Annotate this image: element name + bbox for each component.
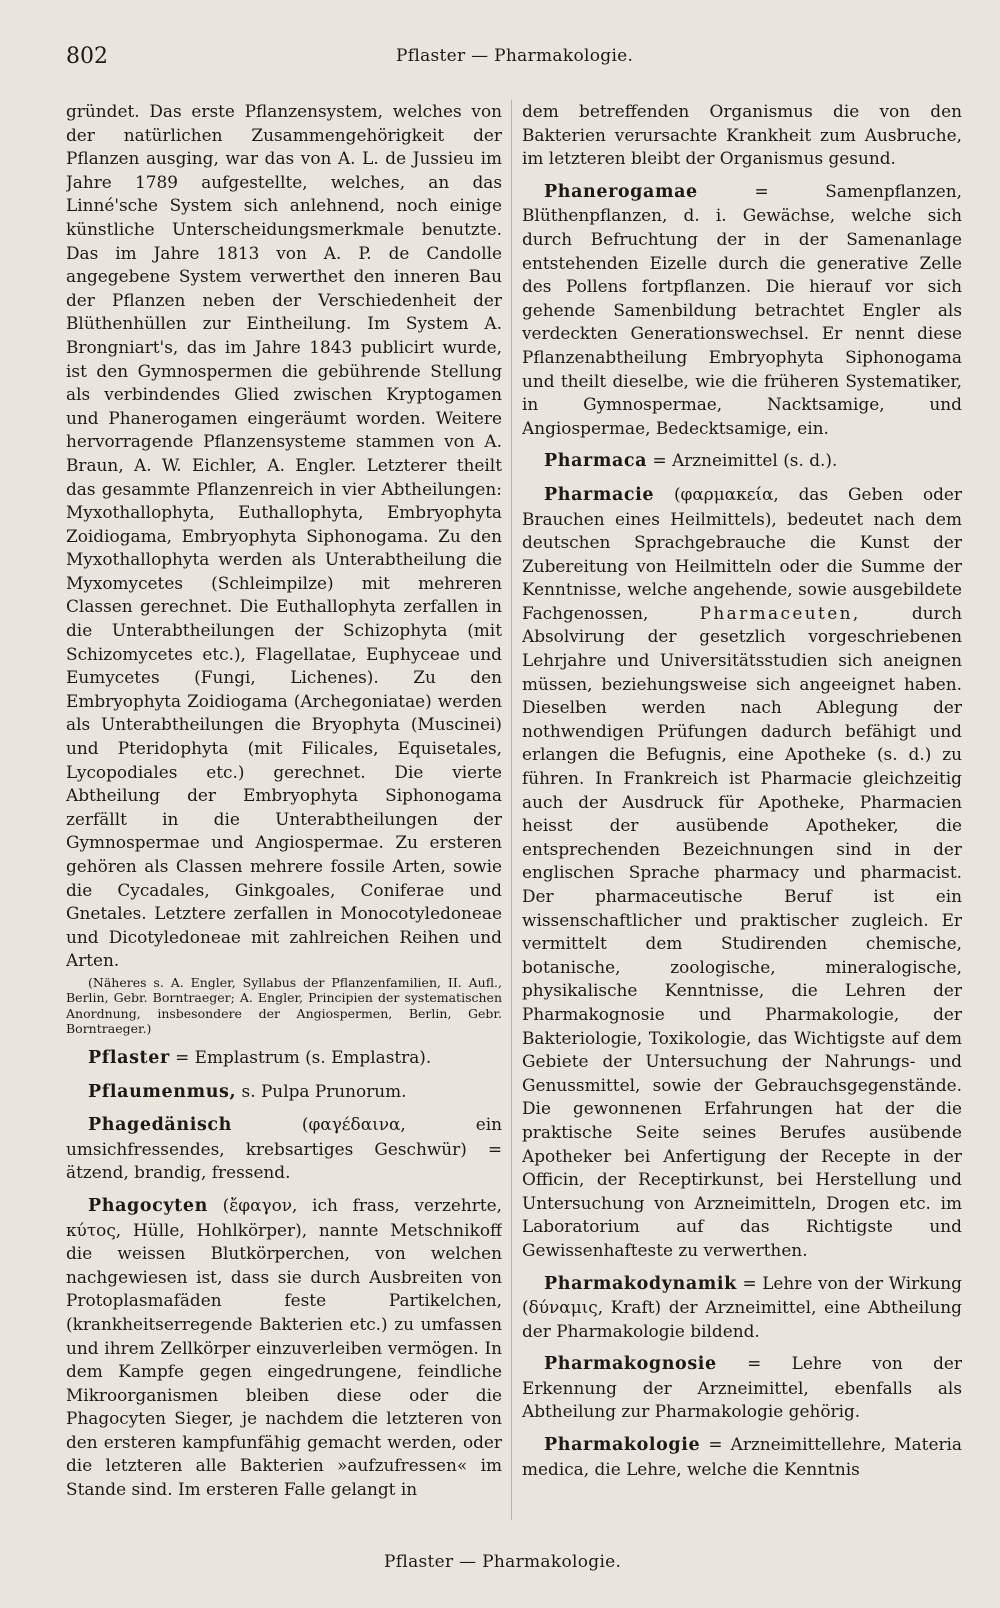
- page-number: 802: [66, 44, 108, 69]
- left-column: [66, 100, 502, 1530]
- spaced-term: Pharmaceuten,: [699, 602, 861, 623]
- entry-pharmakognosie: [522, 1352, 962, 1424]
- entry-pharmakodynamik: [522, 1272, 962, 1344]
- lemma-phagocyten: Phagocyten: [88, 1195, 208, 1216]
- entry-phagocyten: [66, 1194, 502, 1502]
- lemma-pharmakognosie: Pharmakognosie: [544, 1354, 717, 1375]
- entry-text: (φαρμακεία, das Geben oder Brauchen eines Heilmittels), bedeutet nach dem deutschen Sprachgebrauche die Kunst der Zubereitung von Heilmitteln oder die Summe der Kenntnisse, welche angehende, sowie ausgebildete Fachgenossen,: [522, 483, 962, 623]
- continuation-paragraph: dem betreffenden Organismus die von den Bakterien verursachte Krankheit zum Ausbruche, im letzteren bleibt der Organismus gesund.: [522, 101, 962, 169]
- entry-text: s. Pulpa Prunorum.: [236, 1080, 407, 1101]
- lemma-pharmacie: Pharmacie: [544, 484, 655, 505]
- entry-pharmakologie: [522, 1433, 962, 1481]
- lemma-phagedaenisch: Phagedänisch: [88, 1115, 232, 1136]
- lemma-pharmakologie: Pharmakologie: [544, 1435, 701, 1456]
- entry-text: (φαγέδαινα, ein umsichfressendes, krebsartiges Geschwür) = ätzend, brandig, fressend.: [66, 1114, 502, 1183]
- entry-phagedaenisch: [66, 1113, 502, 1185]
- column-divider: [511, 100, 512, 1520]
- page-header: [66, 44, 946, 80]
- lemma-pharmaca: Pharmaca: [544, 451, 648, 472]
- entry-text: = Arzneimittellehre, Materia medica, die Lehre, welche die Kenntnis: [522, 1434, 962, 1479]
- running-head: Pflaster — Pharmakologie.: [396, 46, 634, 66]
- entry-pharmacie: [522, 483, 962, 1263]
- entry-pflaumenmus: [66, 1080, 502, 1105]
- lemma-pflaster: Pflaster: [88, 1047, 170, 1068]
- entry-text: (ἔφαγον, ich frass, verzehrte, κύτος, Hülle, Hohlkörper), nannte Metschnikoff die weissen Blutkörperchen, von welchen nachgewiesen ist, dass sie durch Ausbreiten von Protoplasmafäden feste Partikelchen, (krankheitserregende Bakterien etc.) zu umfassen und ihrem Zellkörper einzuverleiben vermögen. In dem Kampfe gegen eingedrungene, feindliche Mikroorganismen bleiben diese oder die Phagocyten Sieger, je nachdem die letzteren von den ersteren kampfunfähig gemacht werden, oder die letzteren alle Bakterien »aufzufressen« im Stande sind. Im ersteren Falle gelangt in: [66, 1194, 502, 1500]
- entry-phanerogamae: [522, 180, 962, 441]
- entry-text: = Lehre von der Erkennung der Arzneimittel, ebenfalls als Abtheilung zur Pharmakologie gehörig.: [522, 1353, 962, 1422]
- entry-text: = Lehre von der Wirkung (δύναμις, Kraft) der Arzneimittel, eine Abtheilung der Pharmakologie bildend.: [522, 1272, 962, 1341]
- entry-pflaster: [66, 1046, 502, 1071]
- lemma-pharmakodynamik: Pharmakodynamik: [544, 1273, 737, 1294]
- intro-paragraph: gründet. Das erste Pflanzensystem, welches von der natürlichen Zusammengehörigkeit der Pflanzen ausging, war das von A. L. de Jussieu im Jahre 1789 aufgestellte, welches, an das Linné'sche System sich anlehnend, noch einige künstliche Unterscheidungsmerkmale benutzte. Das im Jahre 1813 von A. P. de Candolle angegebene System verwerthet den inneren Bau der Pflanzen neben der Verschiedenheit der Blüthenhüllen zur Eintheilung. Im System A. Brongniart's, das im Jahre 1843 publicirt wurde, ist den Gymnospermen die gebührende Stellung als verbindendes Glied zwischen Kryptogamen und Phanerogamen eingeräumt worden. Weitere hervorragende Pflanzensysteme stammen von A. Braun, A. W. Eichler, A. Engler. Letzterer theilt das gesammte Pflanzenreich in vier Abtheilungen: Myxothallophyta, Euthallophyta, Embryophyta Zoidiogama, Embryophyta Siphonogama. Zu den Myxothallophyta werden als Unterabtheilung die Myxomycetes (Schleimpilze) mit mehreren Classen gerechnet. Die Euthallophyta zerfallen in die Unterabtheilungen der Schizophyta (mit Schizomycetes etc.), Flagellatae, Euphyceae und Eumycetes (Fungi, Lichenes). Zu den Embryophyta Zoidiogama (Archegoniatae) werden als Unterabtheilungen die Bryophyta (Muscinei) und Pteridophyta (mit Filicales, Equisetales, Lycopodiales etc.) gerechnet. Die vierte Abtheilung der Embryophyta Siphonogama zerfällt in die Unterabtheilungen der Gymnospermae und Angiospermae. Zu ersteren gehören als Classen mehrere fossile Arten, sowie die Cycadales, Ginkgoales, Coniferae und Gnetales. Letztere zerfallen in Monocotyledoneae und Dicotyledoneae mit zahlreichen Reihen und Arten.: [66, 101, 502, 971]
- entry-text: = Arzneimittel (s. d.).: [647, 450, 838, 471]
- lemma-pflaumenmus: Pflaumenmus,: [88, 1081, 237, 1102]
- right-column: [522, 100, 962, 1530]
- reference-note: (Näheres s. A. Engler, Syllabus der Pflanzenfamilien, II. Aufl., Berlin, Gebr. Borntraeger; A. Engler, Principien der systematischen Anordnung, insbesondere der Angiospermen, Berlin, Gebr. Borntraeger.): [66, 974, 502, 1037]
- entry-text: = Samenpflanzen, Blüthenpflanzen, d. i. Gewächse, welche sich durch Befruchtung der in der Samenanlage entstehenden Eizelle durch die generative Zelle des Pollens fortpflanzen. Die hierauf vor sich gehende Samenbildung betrachtet Engler als verdeckten Generationswechsel. Er nennt diese Pflanzenabtheilung Embryophyta Siphonogama und theilt dieselbe, wie die früheren Systematiker, in Gymnospermae, Nacktsamige, und Angiospermae, Bedecktsamige, ein.: [522, 180, 962, 438]
- entry-pharmaca: [522, 449, 962, 474]
- page-footer: Pflaster — Pharmakologie.: [384, 1552, 622, 1572]
- entry-text: durch Absolvirung der gesetzlich vorgeschriebenen Lehrjahre und Universitätsstudien sich aneignen müssen, beziehungsweise sich angeeignet haben. Dieselben werden nach Ablegung der nothwendigen Prüfungen dadurch befähigt und erlangen die Befugnis, eine Apotheke (s. d.) zu führen. In Frankreich ist Pharmacie gleichzeitig auch der Ausdruck für Apotheke, Pharmacien heisst der ausübende Apotheker, die entsprechenden Bezeichnungen sind in der englischen Sprache pharmacy und pharmacist. Der pharmaceutische Beruf ist ein wissenschaftlicher und praktischer zugleich. Er vermittelt dem Studirenden chemische, botanische, zoologische, mineralogische, physikalische Kenntnisse, die Lehren der Pharmakognosie und Pharmakologie, der Bakteriologie, Toxikologie, das Wichtigste auf dem Gebiete der Untersuchung der Nahrungs- und Genussmittel, sowie der Gebrauchsgegenstände. Die gewonnenen Erfahrungen hat der die praktische Seite seines Berufes ausübende Apotheker bei Anfertigung der Recepte in der Officin, der Receptirkunst, bei Herstellung und Untersuchung von Arzneimitteln, Drogen etc. im Laboratorium auf das Richtigste und Gewissenhafteste zu verwerthen.: [522, 602, 962, 1260]
- entry-text: = Emplastrum (s. Emplastra).: [169, 1046, 432, 1067]
- lemma-phanerogamae: Phanerogamae: [544, 181, 698, 202]
